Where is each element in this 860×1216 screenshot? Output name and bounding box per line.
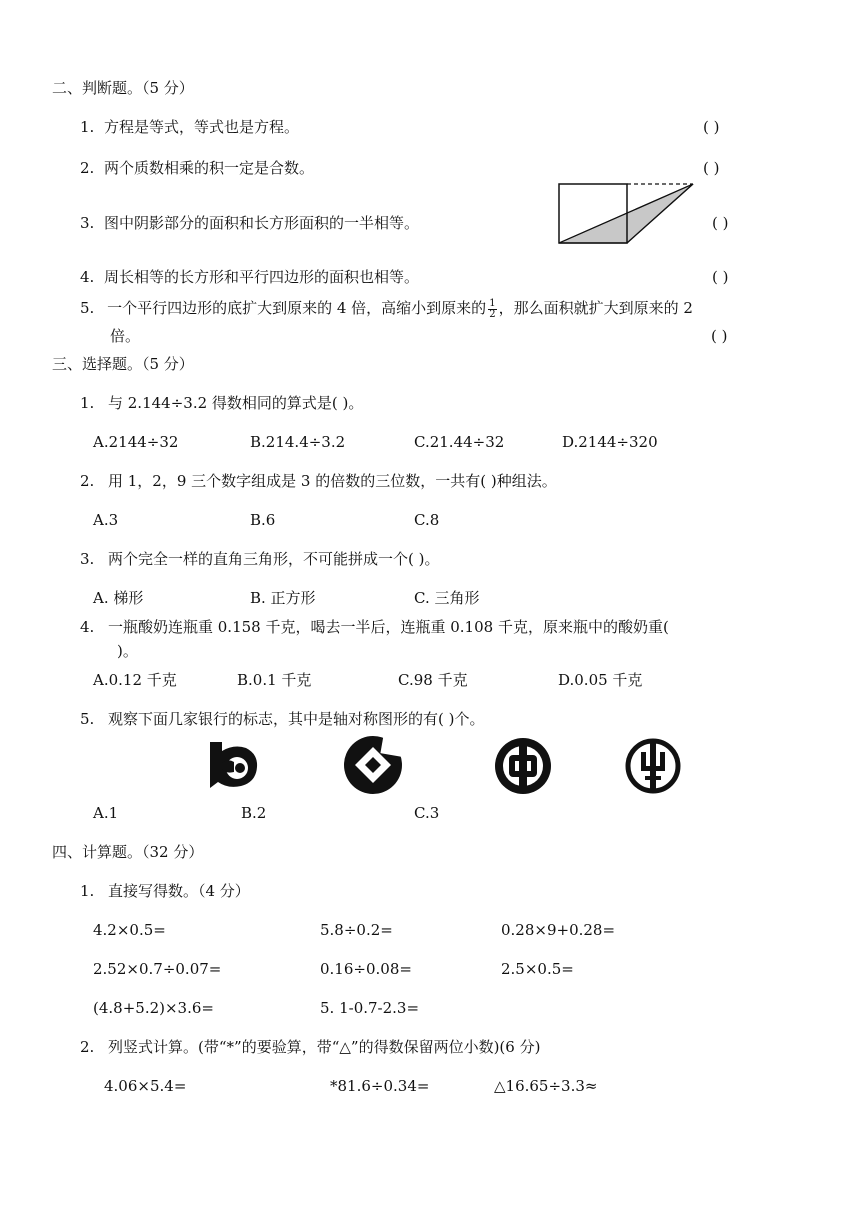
section2-heading: 二、判断题。（5 分） — [52, 79, 194, 97]
vertical-calc-item: *81.6÷0.34= — [330, 1077, 430, 1095]
choice-q2-option-b[interactable]: B.6 — [250, 511, 276, 529]
vertical-calc-item: △16.65÷3.3≈ — [494, 1077, 598, 1095]
choice-q4-option-b[interactable]: B.0.1 千克 — [237, 671, 312, 689]
bank-logo-3-icon — [493, 736, 553, 796]
calc-q2-number: 2. — [80, 1038, 95, 1056]
mental-math-item: 5.8÷0.2= — [320, 921, 393, 939]
judge-item-5-text-c: 倍。 — [110, 327, 141, 345]
judge-item-2-number: 2. — [80, 159, 95, 177]
judge-item-5-text-b: ，那么面积就扩大到原来的 2 — [498, 299, 693, 317]
fraction-denominator: 2 — [489, 308, 496, 320]
choice-q4-text-a: 一瓶酸奶连瓶重 0.158 千克，喝去一半后，连瓶重 0.108 千克，原来瓶中的酸奶重( — [108, 618, 669, 636]
choice-q5-text: 观察下面几家银行的标志，其中是轴对称图形的有( )个。 — [108, 710, 485, 728]
judge-item-5-text-a: 一个平行四边形的底扩大到原来的 4 倍，高缩小到原来的 — [107, 299, 487, 317]
mental-math-item: (4.8+5.2)×3.6= — [93, 999, 214, 1017]
judge-item-5-answer-blank[interactable]: ( ) — [711, 327, 728, 345]
choice-q1-text: 与 2.144÷3.2 得数相同的算式是( )。 — [108, 394, 364, 412]
mental-math-item: 4.2×0.5= — [93, 921, 166, 939]
choice-q2-number: 2. — [80, 472, 95, 490]
judge-item-3-answer-blank[interactable]: ( ) — [712, 214, 729, 232]
section4-heading: 四、计算题。（32 分） — [52, 843, 204, 861]
choice-q1-option-c[interactable]: C.21.44÷32 — [414, 433, 505, 451]
mental-math-item: 0.16÷0.08= — [320, 960, 412, 978]
choice-q2-text: 用 1，2，9 三个数字组成是 3 的倍数的三位数，一共有( )种组法。 — [108, 472, 557, 490]
choice-q2-option-c[interactable]: C.8 — [414, 511, 440, 529]
choice-q5-option-a[interactable]: A.1 — [93, 804, 119, 822]
judge-item-4-answer-blank[interactable]: ( ) — [712, 268, 729, 286]
section3-heading: 三、选择题。（5 分） — [52, 355, 194, 373]
judge-item-2-text: 两个质数相乘的积一定是合数。 — [104, 159, 315, 177]
choice-q4-text-b: )。 — [117, 642, 138, 660]
mental-math-item: 2.52×0.7÷0.07= — [93, 960, 222, 978]
choice-q5-option-c[interactable]: C.3 — [414, 804, 440, 822]
choice-q3-number: 3. — [80, 550, 95, 568]
calc-q1-text: 直接写得数。（4 分） — [108, 882, 250, 900]
calc-q1-number: 1. — [80, 882, 95, 900]
choice-q1-option-d[interactable]: D.2144÷320 — [562, 433, 658, 451]
bank-logo-1-icon — [204, 738, 260, 792]
choice-q3-option-b[interactable]: B. 正方形 — [250, 589, 316, 607]
mental-math-item: 2.5×0.5= — [501, 960, 574, 978]
fraction-one-half — [488, 299, 496, 320]
judge-item-1-number: 1. — [80, 118, 95, 136]
mental-math-item: 5. 1-0.7-2.3= — [320, 999, 420, 1017]
judge-item-2-answer-blank[interactable]: ( ) — [703, 159, 720, 177]
judge-item-1-text: 方程是等式，等式也是方程。 — [104, 118, 300, 136]
choice-q1-option-a[interactable]: A.2144÷32 — [93, 433, 179, 451]
bank-logo-4-icon — [625, 736, 681, 794]
fraction-numerator: 1 — [489, 297, 496, 309]
bank-logo-2-icon — [342, 734, 404, 796]
choice-q4-option-d[interactable]: D.0.05 千克 — [558, 671, 643, 689]
choice-q4-option-a[interactable]: A.0.12 千克 — [93, 671, 177, 689]
choice-q5-option-b[interactable]: B.2 — [241, 804, 267, 822]
choice-q3-text: 两个完全一样的直角三角形，不可能拼成一个( )。 — [108, 550, 440, 568]
rectangle-shaded-triangle-figure — [556, 181, 698, 247]
judge-item-5-number: 5. — [80, 299, 95, 317]
judge-item-1-answer-blank[interactable]: ( ) — [703, 118, 720, 136]
judge-item-3-number: 3. — [80, 214, 95, 232]
calc-q2-text: 列竖式计算。(带“*”的要验算，带“△”的得数保留两位小数)(6 分) — [108, 1038, 541, 1056]
judge-item-3-text: 图中阴影部分的面积和长方形面积的一半相等。 — [104, 214, 420, 232]
choice-q4-number: 4. — [80, 618, 95, 636]
choice-q5-number: 5. — [80, 710, 95, 728]
judge-item-4-number: 4. — [80, 268, 95, 286]
choice-q1-option-b[interactable]: B.214.4÷3.2 — [250, 433, 346, 451]
judge-item-5-line — [80, 296, 693, 320]
vertical-calc-item: 4.06×5.4= — [104, 1077, 187, 1095]
judge-item-4-text: 周长相等的长方形和平行四边形的面积也相等。 — [104, 268, 420, 286]
mental-math-item: 0.28×9+0.28= — [501, 921, 616, 939]
choice-q1-number: 1. — [80, 394, 95, 412]
choice-q3-option-c[interactable]: C. 三角形 — [414, 589, 480, 607]
choice-q2-option-a[interactable]: A.3 — [93, 511, 119, 529]
choice-q3-option-a[interactable]: A. 梯形 — [93, 589, 144, 607]
choice-q4-option-c[interactable]: C.98 千克 — [398, 671, 468, 689]
